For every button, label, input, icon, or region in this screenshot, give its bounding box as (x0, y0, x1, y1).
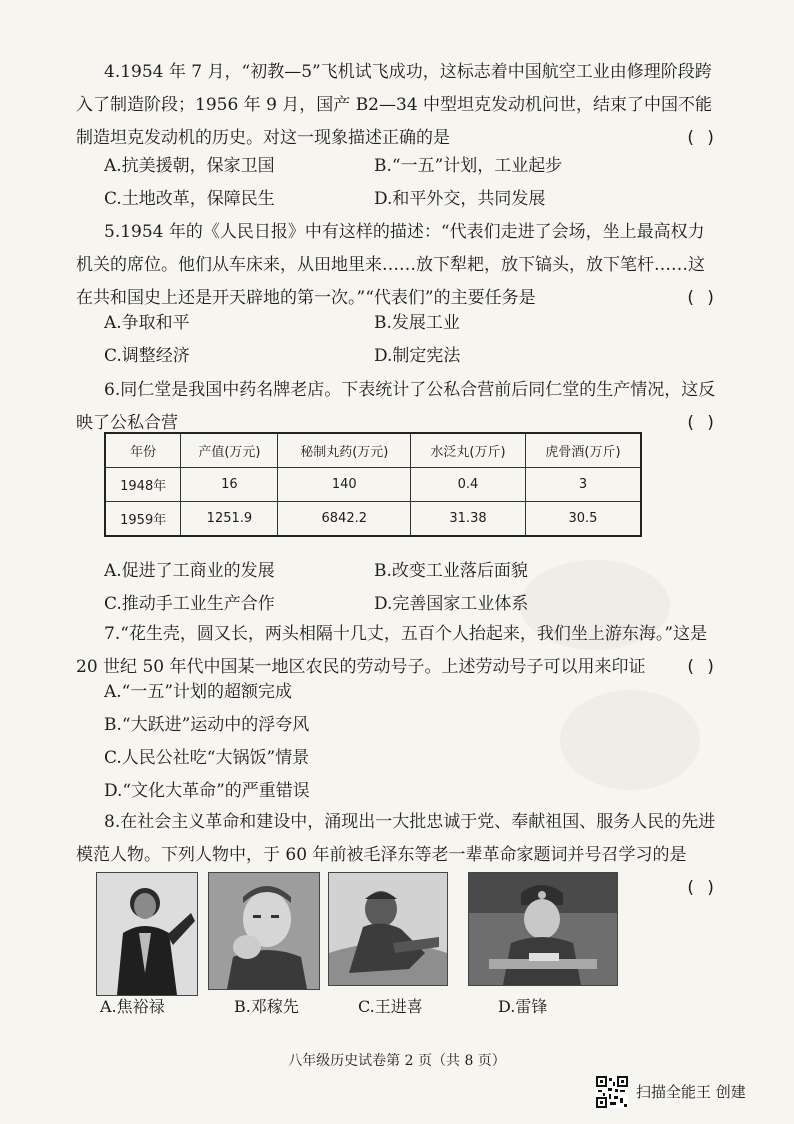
option-c[interactable]: C.土地改革，保障民生 (104, 189, 275, 209)
table-cell: 1959年 (105, 502, 181, 537)
question-6-options (104, 555, 644, 621)
scanner-watermark: 扫描全能王 创建 (636, 1083, 746, 1101)
option-a-caption[interactable]: A.焦裕禄 (100, 997, 165, 1016)
answer-paren[interactable]: ( ) (685, 878, 716, 898)
answer-paren[interactable]: ( ) (685, 657, 716, 677)
option-b-caption[interactable]: B.邓稼先 (234, 997, 299, 1016)
person-photo-icon (469, 873, 617, 985)
answer-paren[interactable]: ( ) (685, 288, 716, 308)
option-c-caption[interactable]: C.王进喜 (358, 997, 423, 1016)
question-6-stem: 6.同仁堂是我国中药名牌老店。下表统计了公私合营前后同仁堂的生产情况，这反映了公私合营 (76, 380, 716, 433)
question-6 (76, 374, 716, 440)
page-footer: 八年级历史试卷第 2 页（共 8 页） (288, 1053, 506, 1069)
table-cell: 0.4 (411, 468, 526, 502)
option-c[interactable]: C.推动手工业生产合作 (104, 594, 275, 614)
option-c[interactable]: C.调整经济 (104, 346, 190, 366)
person-photo-icon (97, 873, 197, 995)
question-7-options (104, 676, 310, 808)
question-7 (76, 618, 716, 684)
production-table (104, 432, 642, 537)
table-cell: 140 (278, 468, 411, 502)
option-b[interactable]: B.“大跃进”运动中的浮夸风 (104, 715, 310, 735)
table-row (105, 468, 641, 502)
person-photo-icon (329, 873, 447, 985)
table-row (105, 502, 641, 537)
option-d[interactable]: D.“文化大革命”的严重错误 (104, 781, 310, 801)
answer-paren[interactable]: ( ) (685, 128, 716, 148)
question-4-stem: 4.1954 年 7 月，“初教—5”飞机试飞成功，这标志着中国航空工业由修理阶段跨入了制造阶段；1956 年 9 月，国产 B2—34 中型坦克发动机问世，结束了中国不能制造坦克发动机的历史。对这一现象描述正确的是 (76, 62, 713, 148)
option-d[interactable]: D.和平外交，共同发展 (374, 189, 546, 209)
answer-paren[interactable]: ( ) (685, 413, 716, 433)
option-d-caption[interactable]: D.雷锋 (498, 997, 548, 1016)
question-5-stem: 5.1954 年的《人民日报》中有这样的描述：“代表们走进了会场，坐上最高权力机关的席位。他们从车床来，从田地里来……放下犁耙，放下镐头，放下笔杆……这在共和国史上还是开天辟地的第一次。”“代表们”的主要任务是 (76, 222, 705, 308)
column-header: 秘制丸药(万元) (278, 433, 411, 468)
qr-code-icon (596, 1076, 628, 1108)
question-4 (76, 56, 716, 155)
person-photo-icon (209, 873, 319, 989)
portrait-photo-d[interactable] (468, 872, 618, 986)
option-a[interactable]: A.争取和平 (104, 313, 190, 333)
portrait-options (96, 872, 716, 1032)
column-header: 年份 (105, 433, 181, 468)
portrait-photo-a[interactable] (96, 872, 198, 996)
question-8 (76, 806, 716, 898)
portrait-photo-c[interactable] (328, 872, 448, 986)
scan-smudge (560, 690, 700, 790)
question-5 (76, 216, 716, 315)
option-d[interactable]: D.完善国家工业体系 (374, 594, 529, 614)
table-header-row (105, 433, 641, 468)
table-cell: 30.5 (525, 502, 641, 537)
table-cell: 1251.9 (181, 502, 278, 537)
table-cell: 1948年 (105, 468, 181, 502)
table-cell: 31.38 (411, 502, 526, 537)
table-cell: 6842.2 (278, 502, 411, 537)
column-header: 虎骨酒(万斤) (525, 433, 641, 468)
table-cell: 16 (181, 468, 278, 502)
question-5-options (104, 307, 644, 373)
question-8-stem: 8.在社会主义革命和建设中，涌现出一大批忠诚于党、奉献祖国、服务人民的先进模范人物。下列人物中，于 60 年前被毛泽东等老一辈革命家题词并号召学习的是 (76, 812, 716, 865)
column-header: 水泛丸(万斤) (411, 433, 526, 468)
option-c[interactable]: C.人民公社吃“大锅饭”情景 (104, 748, 310, 768)
option-d[interactable]: D.制定宪法 (374, 346, 461, 366)
column-header: 产值(万元) (181, 433, 278, 468)
option-a[interactable]: A.抗美援朝，保家卫国 (104, 156, 275, 176)
option-a[interactable]: A.“一五”计划的超额完成 (104, 682, 293, 702)
option-a[interactable]: A.促进了工商业的发展 (104, 561, 275, 581)
portrait-photo-b[interactable] (208, 872, 320, 990)
table-cell: 3 (525, 468, 641, 502)
question-4-options (104, 150, 644, 216)
option-b[interactable]: B.改变工业落后面貌 (374, 561, 528, 581)
option-b[interactable]: B.发展工业 (374, 313, 460, 333)
question-7-stem: 7.“花生壳，圆又长，两头相隔十几丈，五百个人抬起来，我们坐上游东海。”这是 20 世纪 50 年代中国某一地区农民的劳动号子。上述劳动号子可以用来印证 (76, 624, 708, 677)
option-b[interactable]: B.“一五”计划，工业起步 (374, 156, 563, 176)
